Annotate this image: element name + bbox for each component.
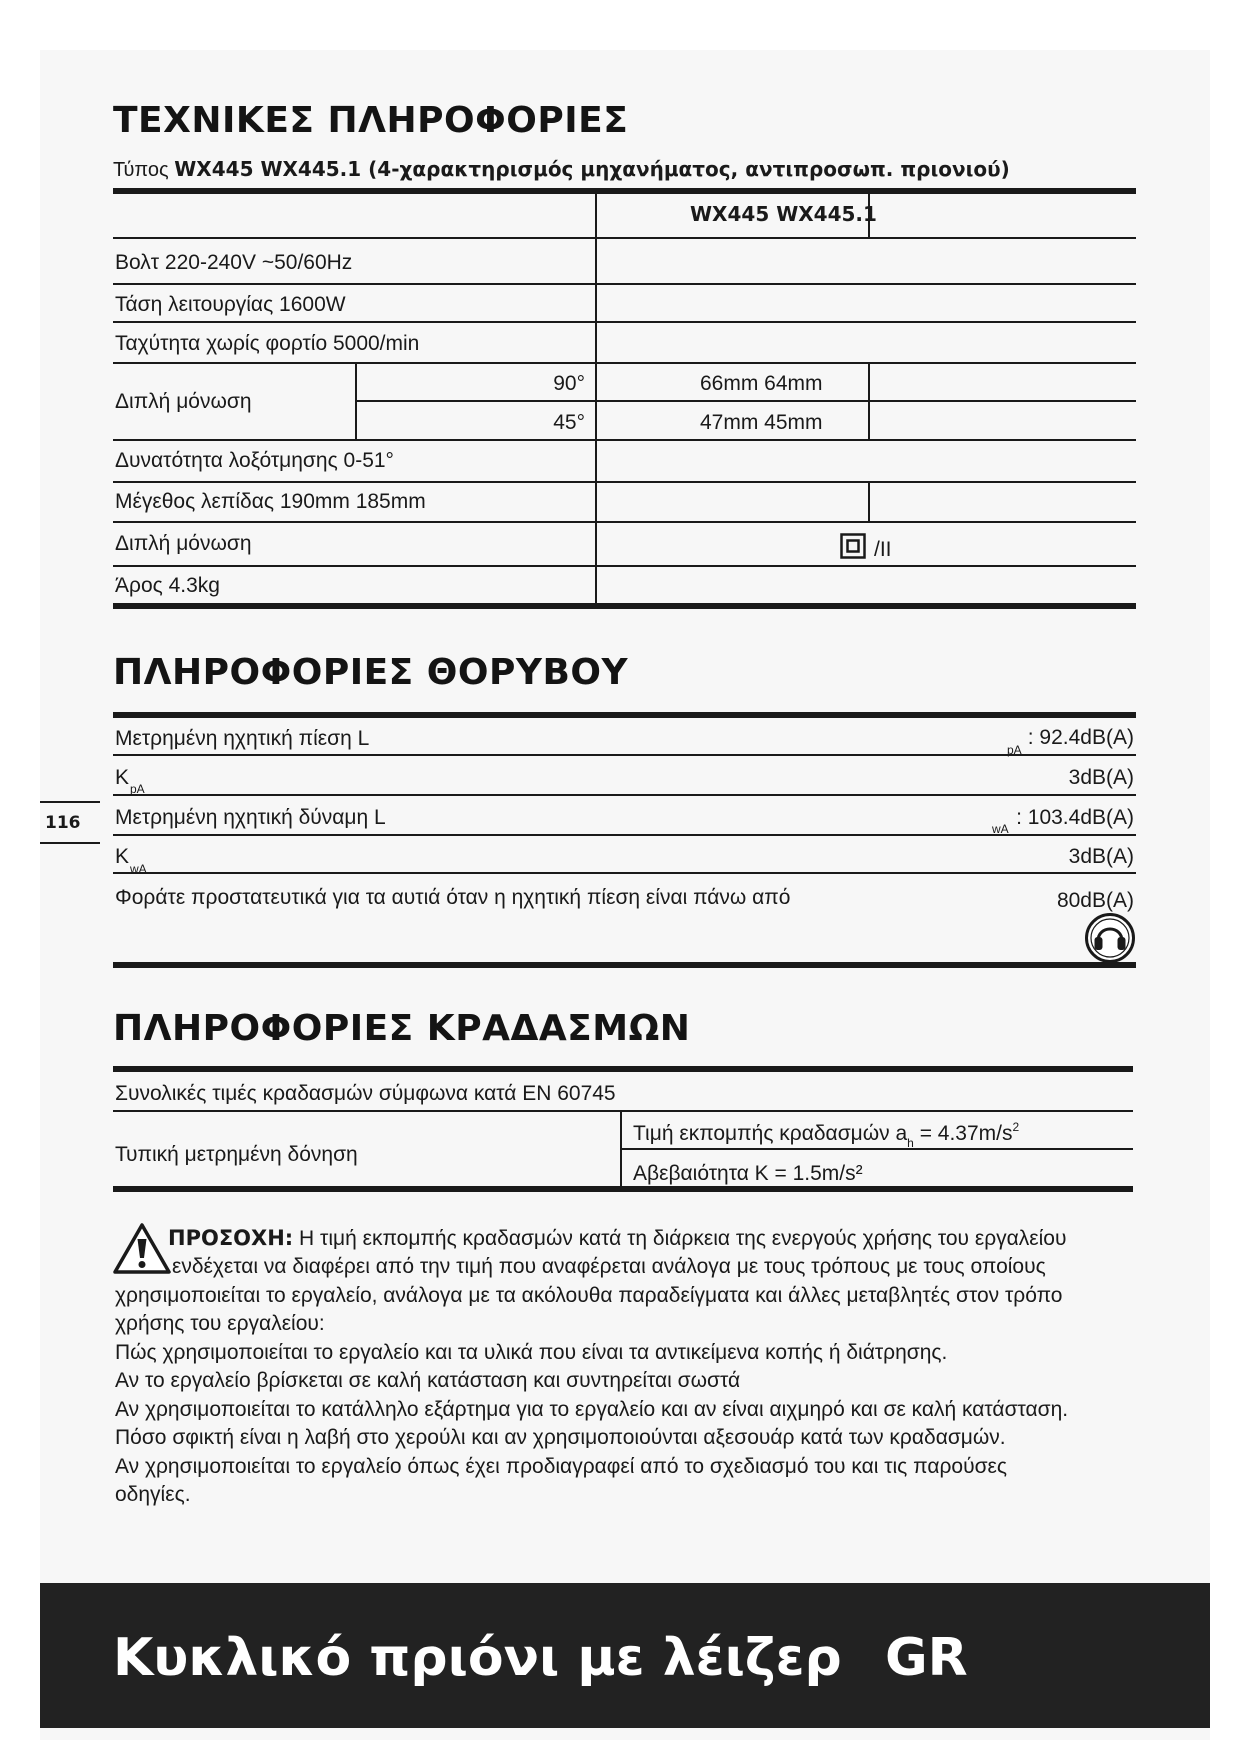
- type-prefix: Τύπος: [113, 159, 175, 181]
- noise-r4-sub: wA: [130, 862, 147, 876]
- noise-title: ΠΛΗΡΟΦΟΡΙΕΣ ΘΟΡΥΒΟΥ: [113, 652, 629, 693]
- ear-protection-icon: [1084, 912, 1136, 964]
- warning-line-3: χρησιμοποιείται το εργαλείο, ανάλογα με τα ακόλουθα παραδείγματα και άλλες μεταβλητές στον τρόπο: [115, 1284, 1063, 1307]
- emission-value: = 4.37m/s: [913, 1122, 1013, 1145]
- noise-r5-value: 80dB(A): [1056, 889, 1134, 912]
- warning-line-6: Αν το εργαλείο βρίσκεται σε καλή κατάσταση και συντηρείται σωστά: [115, 1369, 741, 1392]
- row-volt: Βολτ 220-240V ~50/60Hz: [115, 251, 353, 274]
- vibration-title: ΠΛΗΡΟΦΟΡΙΕΣ ΚΡΑΔΑΣΜΩΝ: [113, 1008, 691, 1049]
- noise-r4-label: K: [115, 845, 130, 868]
- vibration-uncertainty: Αβεβαιότητα K = 1.5m/s²: [633, 1162, 863, 1185]
- noise-r1-value: : 92.4dB(A): [1027, 726, 1134, 749]
- header-models: WX445 WX445.1: [690, 202, 877, 226]
- row-speed: Ταχύτητα χωρίς φορτίο 5000/min: [115, 332, 420, 355]
- type-models: WX445 WX445.1 (4-χαρακτηρισμός μηχανήματος, αντιπροσωπ. πριονιού): [174, 157, 1010, 181]
- row-angle-90: 90°: [553, 372, 585, 395]
- row-insulation-class: /II: [874, 538, 892, 561]
- double-insulation-icon: [840, 533, 866, 559]
- emission-sub: h: [907, 1136, 914, 1150]
- warning-line-2: ενδέχεται να διαφέρει από την τιμή που αναφέρεται ανάλογα με τους τρόπους με τους οποίους: [172, 1255, 1046, 1278]
- page-number-rule-top: [40, 801, 100, 803]
- row-cut-90: 66mm 64mm: [700, 372, 823, 395]
- noise-r1-label: Μετρημένη ηχητική πίεση L: [115, 727, 370, 750]
- warning-label: ΠΡΟΣΟΧΗ:: [168, 1226, 294, 1250]
- noise-r3-value: : 103.4dB(A): [1016, 806, 1134, 829]
- row-cut-45: 47mm 45mm: [700, 411, 823, 434]
- row-angle-45: 45°: [553, 411, 585, 434]
- warning-icon: [112, 1222, 172, 1276]
- noise-r3-label: Μετρημένη ηχητική δύναμη L: [115, 806, 386, 829]
- warning-line-7: Αν χρησιμοποιείται το κατάλληλο εξάρτημα για το εργαλείο και αν είναι αιχμηρό και σε καλή κατάσταση.: [115, 1398, 1069, 1421]
- noise-r2-sub: pA: [130, 782, 145, 796]
- warning-line-8: Πόσο σφικτή είναι η λαβή στο χερούλι και αν χρησιμοποιούνται αξεσουάρ κατά των κραδασμών.: [115, 1426, 1006, 1449]
- row-cut-label: Διπλή μόνωση: [115, 390, 252, 413]
- row-weight: Άρος 4.3kg: [115, 574, 220, 597]
- noise-r1-sub: pA: [1007, 743, 1022, 757]
- row-bevel: Δυνατότητα λοξότμησης 0-51°: [115, 449, 394, 472]
- page-number: 116: [45, 813, 81, 833]
- warning-line-4: χρήσης του εργαλείου:: [115, 1312, 325, 1335]
- noise-r5-label: Φοράτε προστατευτικά για τα αυτιά όταν η ηχητική πίεση είναι πάνω από: [115, 886, 791, 909]
- warning-line-5: Πώς χρησιμοποιείται το εργαλείο και τα υλικά που είναι τα αντικείμενα κοπής ή διάτρησης.: [115, 1341, 948, 1364]
- warning-line-9: Αν χρησιμοποιείται το εργαλείο όπως έχει προδιαγραφεί από το σχεδιασμό του και τις παρούσες: [115, 1455, 1008, 1478]
- noise-r3-sub: wA: [992, 822, 1009, 836]
- emission-text: Τιμή εκπομπής κραδασμών a: [633, 1122, 908, 1145]
- footer-language: GR: [885, 1628, 968, 1688]
- warning-line-1-text: Η τιμή εκπομπής κραδασμών κατά τη διάρκεια της ενεργούς χρήσης του εργαλείου: [293, 1227, 1067, 1250]
- noise-r2-label: K: [115, 766, 130, 789]
- row-power: Τάση λειτουργίας 1600W: [115, 293, 346, 316]
- noise-r2-value: 3dB(A): [1068, 766, 1134, 789]
- footer-banner: [40, 1583, 1210, 1728]
- type-line: [113, 157, 1010, 182]
- vibration-intro: Συνολικές τιμές κραδασμών σύμφωνα κατά EN 60745: [115, 1082, 616, 1105]
- vibration-emission: [633, 1120, 1020, 1150]
- row-insulation: Διπλή μόνωση: [115, 532, 252, 555]
- footer-title: Κυκλικό πριόνι με λέιζερ: [113, 1628, 842, 1688]
- warning-line-1: [168, 1226, 1066, 1251]
- vibration-label: Τυπική μετρημένη δόνηση: [115, 1143, 358, 1166]
- warning-line-10: οδηγίες.: [115, 1483, 191, 1506]
- emission-sup: 2: [1012, 1120, 1020, 1134]
- row-blade: Μέγεθος λεπίδας 190mm 185mm: [115, 490, 426, 513]
- noise-r4-value: 3dB(A): [1068, 845, 1134, 868]
- page-number-rule-bottom: [40, 842, 100, 844]
- tech-title: ΤΕΧΝΙΚΕΣ ΠΛΗΡΟΦΟΡΙΕΣ: [113, 100, 629, 141]
